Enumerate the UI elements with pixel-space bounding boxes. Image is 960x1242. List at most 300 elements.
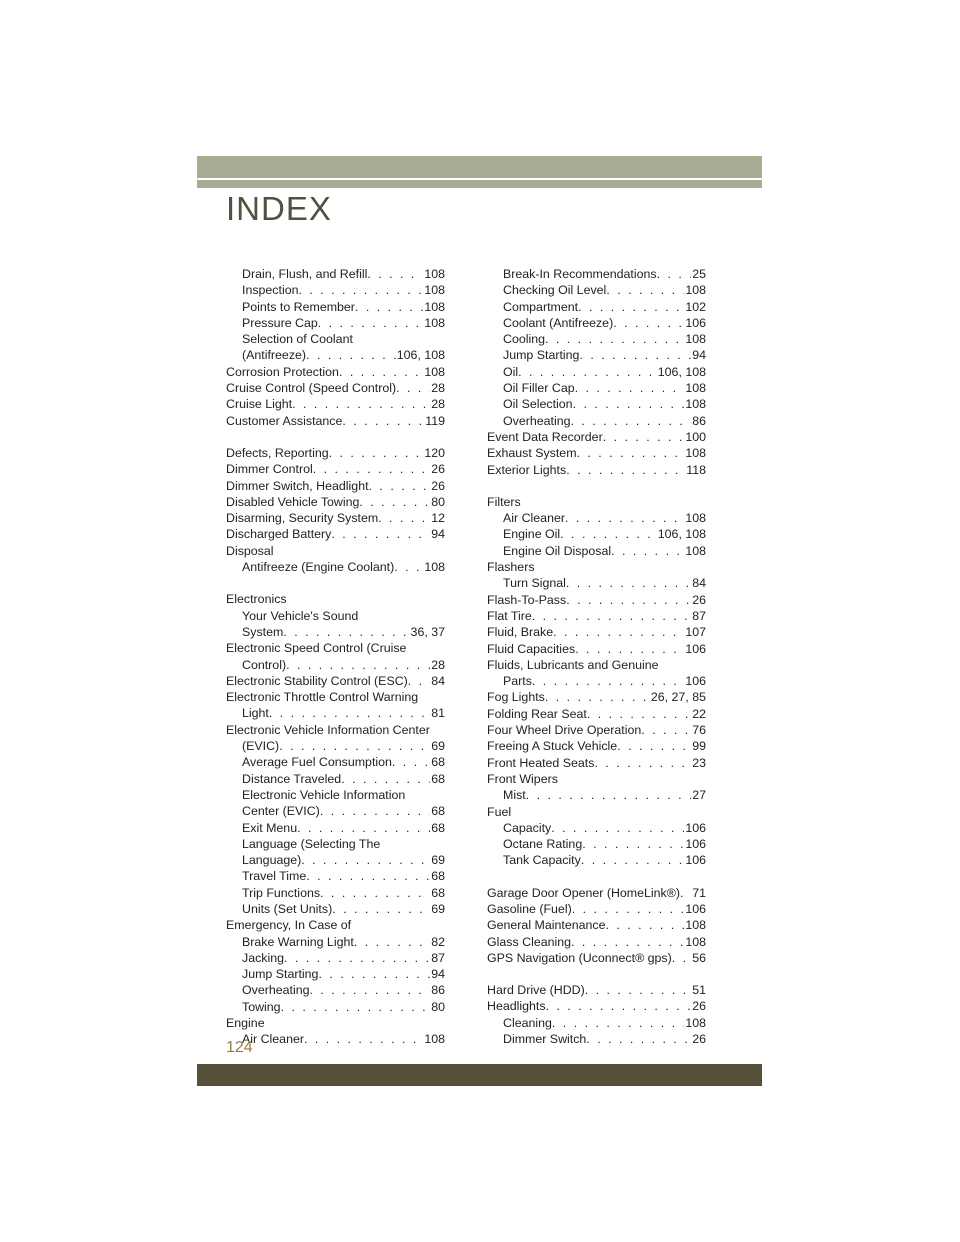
index-entry-text: Control) bbox=[242, 657, 287, 672]
index-entry-page: 108 bbox=[424, 560, 445, 575]
dot-leader bbox=[279, 738, 430, 754]
dot-leader bbox=[594, 755, 691, 771]
index-entry-text: Center (EVIC) bbox=[242, 804, 320, 819]
index-entry-page: 80 bbox=[431, 494, 445, 509]
index-column-right bbox=[487, 266, 706, 1047]
index-entry bbox=[487, 364, 706, 380]
index-entry-text: Dimmer Control bbox=[226, 462, 313, 477]
dot-leader bbox=[613, 315, 684, 331]
index-entry bbox=[487, 885, 706, 901]
dot-leader bbox=[578, 299, 684, 315]
index-entry-text: Points to Remember bbox=[242, 299, 355, 314]
index-entry-text: Four Wheel Drive Operation bbox=[487, 723, 642, 738]
dot-leader bbox=[331, 526, 430, 542]
index-entry bbox=[226, 673, 445, 689]
dot-leader bbox=[566, 592, 691, 608]
index-entry bbox=[487, 429, 706, 445]
dot-leader bbox=[641, 722, 691, 738]
index-entry-text: General Maintenance bbox=[487, 918, 606, 933]
index-entry-page: 106, 108 bbox=[657, 364, 706, 379]
dot-leader bbox=[355, 299, 423, 315]
index-entry-page: 106, 108 bbox=[657, 527, 706, 542]
index-entry-text: Tank Capacity bbox=[503, 853, 581, 868]
index-entry-text: Drain, Flush, and Refill bbox=[242, 267, 368, 281]
index-entry-text: Overheating bbox=[503, 413, 571, 428]
dot-leader bbox=[526, 787, 691, 803]
index-entry-page: 108 bbox=[685, 446, 706, 461]
index-entry bbox=[226, 380, 445, 396]
dot-leader bbox=[306, 347, 396, 363]
index-entry-page: 87 bbox=[692, 608, 706, 623]
index-entry bbox=[487, 347, 706, 363]
index-entry bbox=[487, 592, 706, 608]
index-entry bbox=[226, 559, 445, 575]
index-entry bbox=[226, 868, 445, 884]
dot-leader bbox=[571, 934, 684, 950]
dot-leader bbox=[396, 380, 430, 396]
index-entry bbox=[226, 478, 445, 494]
index-entry bbox=[226, 820, 445, 836]
dot-leader bbox=[617, 738, 691, 754]
index-entry-page: 108 bbox=[685, 1015, 706, 1030]
dot-leader bbox=[320, 803, 430, 819]
index-entry bbox=[487, 575, 706, 591]
index-entry-text: Towing bbox=[242, 999, 281, 1014]
dot-leader bbox=[283, 624, 409, 640]
index-entry-page: 23 bbox=[692, 755, 706, 770]
dot-leader bbox=[378, 510, 430, 526]
index-entry-page: 118 bbox=[686, 462, 706, 477]
index-entry-text: Garage Door Opener (HomeLink®) bbox=[487, 885, 681, 900]
index-entry-page: 26 bbox=[692, 999, 706, 1014]
index-entry-text: Selection of Coolant bbox=[242, 332, 353, 347]
dot-leader bbox=[367, 266, 423, 282]
index-entry-text: Units (Set Units) bbox=[242, 901, 333, 916]
index-entry-text: Air Cleaner bbox=[503, 511, 565, 526]
index-entry bbox=[226, 722, 445, 738]
dot-leader bbox=[572, 901, 685, 917]
page-number: 124 bbox=[226, 1039, 253, 1056]
index-entry bbox=[226, 331, 445, 347]
index-entry bbox=[226, 966, 445, 982]
index-entry bbox=[226, 917, 445, 933]
index-entry-text: Hard Drive (HDD) bbox=[487, 983, 585, 998]
index-entry-text: Disarming, Security System bbox=[226, 511, 379, 526]
index-entry-text: Glass Cleaning bbox=[487, 934, 572, 949]
index-entry-text: Brake Warning Light bbox=[242, 934, 354, 949]
dot-leader bbox=[281, 999, 431, 1015]
index-entry-page: 106 bbox=[685, 641, 706, 656]
index-entry-text: Disposal bbox=[226, 543, 274, 558]
index-entry bbox=[487, 673, 706, 689]
index-entry-text: Flat Tire bbox=[487, 608, 532, 623]
index-entry bbox=[226, 950, 445, 966]
index-entry bbox=[226, 315, 445, 331]
dot-leader bbox=[545, 689, 650, 705]
index-entry-text: Jump Starting bbox=[242, 967, 319, 982]
index-entry-text: Exit Menu bbox=[242, 820, 298, 835]
index-entry-page: 36, 37 bbox=[410, 624, 445, 639]
index-entry bbox=[226, 591, 445, 607]
index-entry-text: Oil Selection bbox=[503, 397, 573, 412]
index-entry bbox=[226, 885, 445, 901]
dot-leader bbox=[605, 917, 684, 933]
dot-leader bbox=[313, 461, 430, 477]
index-entry-page: 99 bbox=[692, 739, 706, 754]
index-entry bbox=[487, 657, 706, 673]
index-entry-page: 76 bbox=[692, 723, 706, 738]
index-entry-page: 106 bbox=[685, 674, 706, 689]
index-entry bbox=[487, 494, 706, 510]
index-entry-text: Gasoline (Fuel) bbox=[487, 901, 572, 916]
index-entry-text: Air Cleaner bbox=[242, 1032, 304, 1047]
index-entry-text: Language (Selecting The bbox=[242, 836, 381, 851]
index-entry bbox=[487, 624, 706, 640]
index-entry-page: 108 bbox=[685, 543, 706, 558]
index-entry-text: Fuel bbox=[487, 804, 512, 819]
index-entry bbox=[226, 494, 445, 510]
index-entry-text: Event Data Recorder bbox=[487, 429, 603, 444]
index-entry-page: 108 bbox=[685, 397, 706, 412]
index-entry-text: Defects, Reporting bbox=[226, 445, 329, 460]
index-entry-page: 68 bbox=[431, 885, 445, 900]
index-entry bbox=[487, 722, 706, 738]
index-entry-text: Cruise Control (Speed Control) bbox=[226, 381, 397, 396]
index-entry-page: 68 bbox=[431, 820, 445, 835]
index-entry-text: Electronic Vehicle Information Center bbox=[226, 722, 430, 737]
index-entry-page: 108 bbox=[424, 1032, 445, 1047]
index-entry-text: Overheating bbox=[242, 983, 310, 998]
index-entry-text: Inspection bbox=[242, 283, 299, 298]
index-entry-text: Electronic Speed Control (Cruise bbox=[226, 641, 407, 656]
index-entry-page: 12 bbox=[431, 511, 445, 526]
dot-leader bbox=[298, 282, 423, 298]
index-entry-page: 108 bbox=[424, 364, 445, 379]
index-entry bbox=[487, 820, 706, 836]
index-entry-page: 81 bbox=[431, 706, 445, 721]
index-entry-page: 120 bbox=[424, 445, 445, 460]
index-entry bbox=[487, 641, 706, 657]
index-entry-text: Front Wipers bbox=[487, 771, 558, 786]
index-entry-text: Fluid Capacities bbox=[487, 641, 576, 656]
index-entry-page: 26, 27, 85 bbox=[650, 690, 706, 705]
index-entry bbox=[487, 998, 706, 1014]
index-entry bbox=[487, 771, 706, 787]
index-entry bbox=[226, 299, 445, 315]
index-entry bbox=[226, 689, 445, 705]
index-entry-page: 28 bbox=[431, 397, 445, 412]
index-entry-text: Electronic Throttle Control Warning bbox=[226, 690, 419, 705]
index-entry-text: Fluid, Brake bbox=[487, 625, 554, 640]
index-entry-page: 108 bbox=[685, 934, 706, 949]
index-entry-page: 108 bbox=[685, 332, 706, 347]
dot-leader bbox=[297, 820, 430, 836]
index-entry-page: 68 bbox=[431, 755, 445, 770]
index-entry-page: 108 bbox=[424, 315, 445, 330]
index-entry bbox=[226, 1015, 445, 1031]
dot-leader bbox=[332, 901, 430, 917]
dot-leader bbox=[518, 364, 657, 380]
index-entry bbox=[226, 999, 445, 1015]
index-entry bbox=[487, 755, 706, 771]
index-entry-text: Filters bbox=[487, 494, 521, 509]
index-entry-page: 28 bbox=[431, 381, 445, 396]
dot-leader bbox=[573, 396, 685, 412]
index-entry bbox=[487, 934, 706, 950]
index-entry-page: 86 bbox=[692, 413, 706, 428]
dot-leader bbox=[672, 950, 691, 966]
index-entry-text: Break-In Recommendations bbox=[503, 267, 657, 281]
index-entry bbox=[226, 738, 445, 754]
index-entry bbox=[487, 608, 706, 624]
index-entry bbox=[487, 510, 706, 526]
dot-leader bbox=[586, 1031, 691, 1047]
index-entry-text: Flash-To-Pass bbox=[487, 592, 567, 607]
index-entry bbox=[226, 396, 445, 412]
dot-leader bbox=[318, 966, 430, 982]
index-entry-page: 107 bbox=[685, 625, 706, 640]
index-entry-text: Oil Filler Cap bbox=[503, 381, 575, 396]
index-entry-page: 27 bbox=[692, 788, 706, 803]
index-entry-text: Parts bbox=[503, 674, 532, 689]
index-entry bbox=[226, 347, 445, 363]
dot-leader bbox=[585, 982, 691, 998]
index-entry-page: 106 bbox=[685, 837, 706, 852]
index-entry bbox=[487, 445, 706, 461]
index-entry bbox=[487, 917, 706, 933]
index-entry-text: Dimmer Switch, Headlight bbox=[226, 478, 369, 493]
index-entry-text: Jump Starting bbox=[503, 348, 580, 363]
index-entry bbox=[487, 413, 706, 429]
index-entry-page: 102 bbox=[685, 299, 706, 314]
index-entry bbox=[226, 640, 445, 656]
index-entry bbox=[487, 266, 706, 282]
index-entry-text: Mist bbox=[503, 788, 526, 803]
index-entry bbox=[487, 804, 706, 820]
dot-leader bbox=[329, 445, 424, 461]
index-entry-text: Octane Rating bbox=[503, 837, 583, 852]
index-entry-page: 28 bbox=[431, 657, 445, 672]
index-entry-page: 108 bbox=[685, 511, 706, 526]
index-entry bbox=[487, 901, 706, 917]
index-entry bbox=[487, 1015, 706, 1031]
index-entry-page: 108 bbox=[685, 918, 706, 933]
index-entry-text: Antifreeze (Engine Coolant) bbox=[242, 560, 395, 575]
dot-leader bbox=[306, 868, 430, 884]
index-entry-text: (EVIC) bbox=[242, 739, 280, 754]
dot-leader bbox=[657, 266, 692, 282]
index-entry-page: 84 bbox=[431, 673, 445, 688]
index-entry-page: 106 bbox=[685, 901, 706, 916]
index-entry-page: 106 bbox=[685, 820, 706, 835]
index-entry bbox=[487, 396, 706, 412]
index-entry bbox=[226, 657, 445, 673]
index-entry bbox=[487, 836, 706, 852]
index-entry-text: Turn Signal bbox=[503, 576, 566, 591]
index-entry-text: Distance Traveled bbox=[242, 771, 342, 786]
index-entry bbox=[226, 1031, 445, 1047]
index-entry-page: 106 bbox=[685, 315, 706, 330]
dot-leader bbox=[392, 754, 430, 770]
index-entry bbox=[226, 771, 445, 787]
index-entry-text: Discharged Battery bbox=[226, 527, 332, 542]
index-entry bbox=[487, 526, 706, 542]
index-entry-text: Oil bbox=[503, 364, 519, 379]
dot-leader bbox=[320, 885, 430, 901]
dot-leader bbox=[577, 445, 685, 461]
index-entry-text: Your Vehicle's Sound bbox=[242, 608, 359, 623]
index-entry bbox=[487, 331, 706, 347]
dot-leader bbox=[394, 559, 423, 575]
dot-leader bbox=[354, 934, 430, 950]
dot-leader bbox=[286, 657, 430, 673]
index-entry-text: Dimmer Switch bbox=[503, 1032, 587, 1047]
index-entry-page: 68 bbox=[431, 771, 445, 786]
index-column-left bbox=[226, 266, 445, 1048]
dot-leader bbox=[560, 526, 657, 542]
index-entry-text: Cruise Light bbox=[226, 397, 293, 412]
index-entry-text: Pressure Cap bbox=[242, 315, 318, 330]
index-entry-page: 94 bbox=[692, 348, 706, 363]
index-entry-page: 106, 108 bbox=[396, 348, 445, 363]
index-entry-text: Fog Lights bbox=[487, 690, 545, 705]
dot-leader bbox=[566, 575, 691, 591]
index-entry bbox=[487, 950, 706, 966]
dot-leader bbox=[581, 852, 684, 868]
index-entry-page: 68 bbox=[431, 869, 445, 884]
dot-leader bbox=[565, 510, 684, 526]
index-entry bbox=[487, 315, 706, 331]
index-entry-text: Checking Oil Level bbox=[503, 283, 607, 298]
index-entry bbox=[226, 803, 445, 819]
dot-leader bbox=[301, 852, 430, 868]
index-entry-page: 94 bbox=[431, 527, 445, 542]
dot-leader bbox=[532, 673, 684, 689]
index-entry bbox=[487, 787, 706, 803]
index-entry-text: Folding Rear Seat bbox=[487, 706, 587, 721]
index-entry bbox=[226, 413, 445, 429]
index-entry-page: 25 bbox=[692, 267, 706, 281]
index-entry-text: (Antifreeze) bbox=[242, 348, 307, 363]
dot-leader bbox=[575, 380, 685, 396]
dot-leader bbox=[552, 1015, 684, 1031]
index-entry-page: 22 bbox=[692, 706, 706, 721]
header-band bbox=[197, 156, 762, 178]
index-entry-page: 108 bbox=[424, 283, 445, 298]
dot-leader bbox=[553, 624, 684, 640]
index-entry-page: 87 bbox=[431, 950, 445, 965]
index-entry-page: 71 bbox=[692, 885, 706, 900]
index-entry bbox=[226, 364, 445, 380]
index-entry-page: 108 bbox=[424, 299, 445, 314]
index-entry bbox=[226, 543, 445, 559]
index-entry bbox=[226, 787, 445, 803]
index-entry bbox=[487, 852, 706, 868]
index-entry bbox=[226, 445, 445, 461]
index-entry bbox=[226, 836, 445, 852]
index-entry-page: 106 bbox=[685, 853, 706, 868]
dot-leader bbox=[582, 836, 684, 852]
index-entry bbox=[487, 380, 706, 396]
index-entry-text: Freeing A Stuck Vehicle bbox=[487, 739, 618, 754]
dot-leader bbox=[318, 315, 424, 331]
dot-leader bbox=[408, 673, 430, 689]
index-entry-text: Headlights bbox=[487, 999, 546, 1014]
dot-leader bbox=[532, 608, 691, 624]
index-entry bbox=[487, 706, 706, 722]
index-entry-text: Electronics bbox=[226, 592, 287, 607]
index-entry bbox=[226, 526, 445, 542]
index-entry-page: 82 bbox=[431, 934, 445, 949]
page-title: INDEX bbox=[226, 190, 332, 227]
index-entry bbox=[487, 299, 706, 315]
index-entry bbox=[226, 282, 445, 298]
index-entry-page: 100 bbox=[685, 429, 706, 444]
index-entry-page: 108 bbox=[424, 267, 445, 281]
index-entry-text: Cleaning bbox=[503, 1015, 552, 1030]
index-entry-text: Language) bbox=[242, 853, 302, 868]
dot-leader bbox=[575, 641, 684, 657]
index-entry-page: 84 bbox=[692, 576, 706, 591]
index-entry-text: Fluids, Lubricants and Genuine bbox=[487, 657, 659, 672]
header-rule bbox=[197, 180, 762, 188]
dot-leader bbox=[551, 820, 684, 836]
dot-leader bbox=[342, 413, 424, 429]
index-entry-page: 26 bbox=[431, 462, 445, 477]
index-entry-page: 26 bbox=[431, 478, 445, 493]
dot-leader bbox=[611, 543, 684, 559]
index-entry bbox=[487, 738, 706, 754]
index-entry-text: Emergency, In Case of bbox=[226, 918, 352, 933]
index-entry-page: 119 bbox=[425, 413, 445, 428]
footer-band bbox=[197, 1064, 762, 1086]
dot-leader bbox=[269, 705, 430, 721]
dot-leader bbox=[571, 413, 692, 429]
index-entry-page: 56 bbox=[692, 950, 706, 965]
index-entry-text: Electronic Vehicle Information bbox=[242, 787, 406, 802]
index-entry-page: 80 bbox=[431, 999, 445, 1014]
index-entry-page: 94 bbox=[431, 967, 445, 982]
dot-leader bbox=[359, 494, 430, 510]
dot-leader bbox=[606, 282, 684, 298]
index-entry bbox=[487, 559, 706, 575]
index-entry bbox=[226, 754, 445, 770]
index-entry bbox=[226, 852, 445, 868]
index-entry-text: Trip Functions bbox=[242, 885, 321, 900]
dot-leader bbox=[341, 771, 430, 787]
index-entry bbox=[487, 462, 706, 478]
index-entry-text: System bbox=[242, 624, 284, 639]
index-entry-text: Travel Time bbox=[242, 869, 307, 884]
index-entry-text: Coolant (Antifreeze) bbox=[503, 315, 614, 330]
index-entry-text: Engine bbox=[226, 1016, 265, 1031]
index-entry-text: Exhaust System bbox=[487, 446, 577, 461]
index-entry-text: Compartment bbox=[503, 299, 579, 314]
index-entry bbox=[487, 543, 706, 559]
dot-leader bbox=[566, 462, 685, 478]
index-entry bbox=[226, 901, 445, 917]
dot-leader bbox=[304, 1031, 423, 1047]
index-entry bbox=[226, 608, 445, 624]
index-entry bbox=[226, 266, 445, 282]
index-entry-page: 26 bbox=[692, 592, 706, 607]
index-entry-text: Cooling bbox=[503, 332, 546, 347]
dot-leader bbox=[310, 982, 431, 998]
index-entry bbox=[487, 282, 706, 298]
index-entry-text: Disabled Vehicle Towing bbox=[226, 494, 360, 509]
index-entry-text: Capacity bbox=[503, 820, 552, 835]
index-entry bbox=[487, 689, 706, 705]
